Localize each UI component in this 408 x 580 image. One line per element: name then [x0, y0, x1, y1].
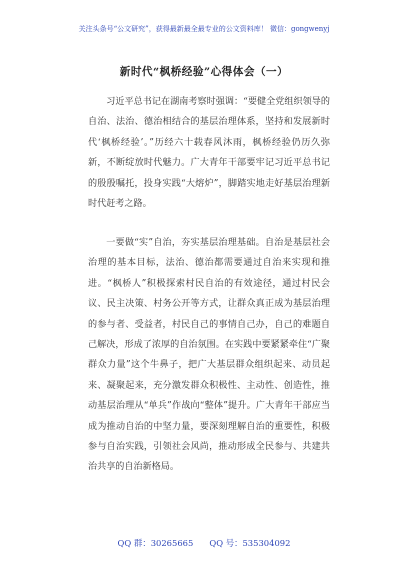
body-paragraph-2: 一要做“实”自治，夯实基层治理基础。自治是基层社会治理的基本目标，法治、德治都需要通过自治来实现和推进。“枫桥人”积极探索村民自治的有效途径，通过村民会议、民主决策、村务公开等方式，让群众真正成为基层治理的参与者、受益者，村民自己的事情自己办，自己的难题自己解决，形成了浓厚的自治氛围。在实践中要紧紧牵住“广聚群众力量”这个牛鼻子，把广大基层群众组织起来、动员起来、凝聚起来，充分激发群众积极性、主动性、创造性，推动基层治理从“单兵”作战向“整体”提升。广大青年干部应当成为推动自治的中坚力量，要深刻理解自治的重要性，积极参与自治实践，引领社会风尚，推动形成全民参与、共建共治共享的自治新格局。: [88, 238, 330, 473]
footer-qq-number: QQ 号：535304092: [209, 538, 291, 548]
header-banner: 关注头条号“公文研究”，获得最新最全最专业的公文资料库！ 微信：gongwenyj: [78, 25, 330, 33]
footer-contact: [0, 537, 408, 549]
footer-qq-group: QQ 群：30265665: [117, 538, 194, 548]
body-paragraph-1: 习近平总书记在湖南考察时强调：“要健全党组织领导的自治、法治、德治相结合的基层治理体系，坚持和发展新时代‘枫桥经验’。”历经六十载春风沐雨，枫桥经验仍历久弥新，不断绽放时代魅力。广大青年干部要牢记习近平总书记的殷殷嘱托，投身实践“大熔炉”，脚踏实地走好基层治理新时代赶考之路。: [88, 97, 330, 210]
page-title: 新时代“枫桥经验”心得体会（一）: [119, 66, 289, 78]
